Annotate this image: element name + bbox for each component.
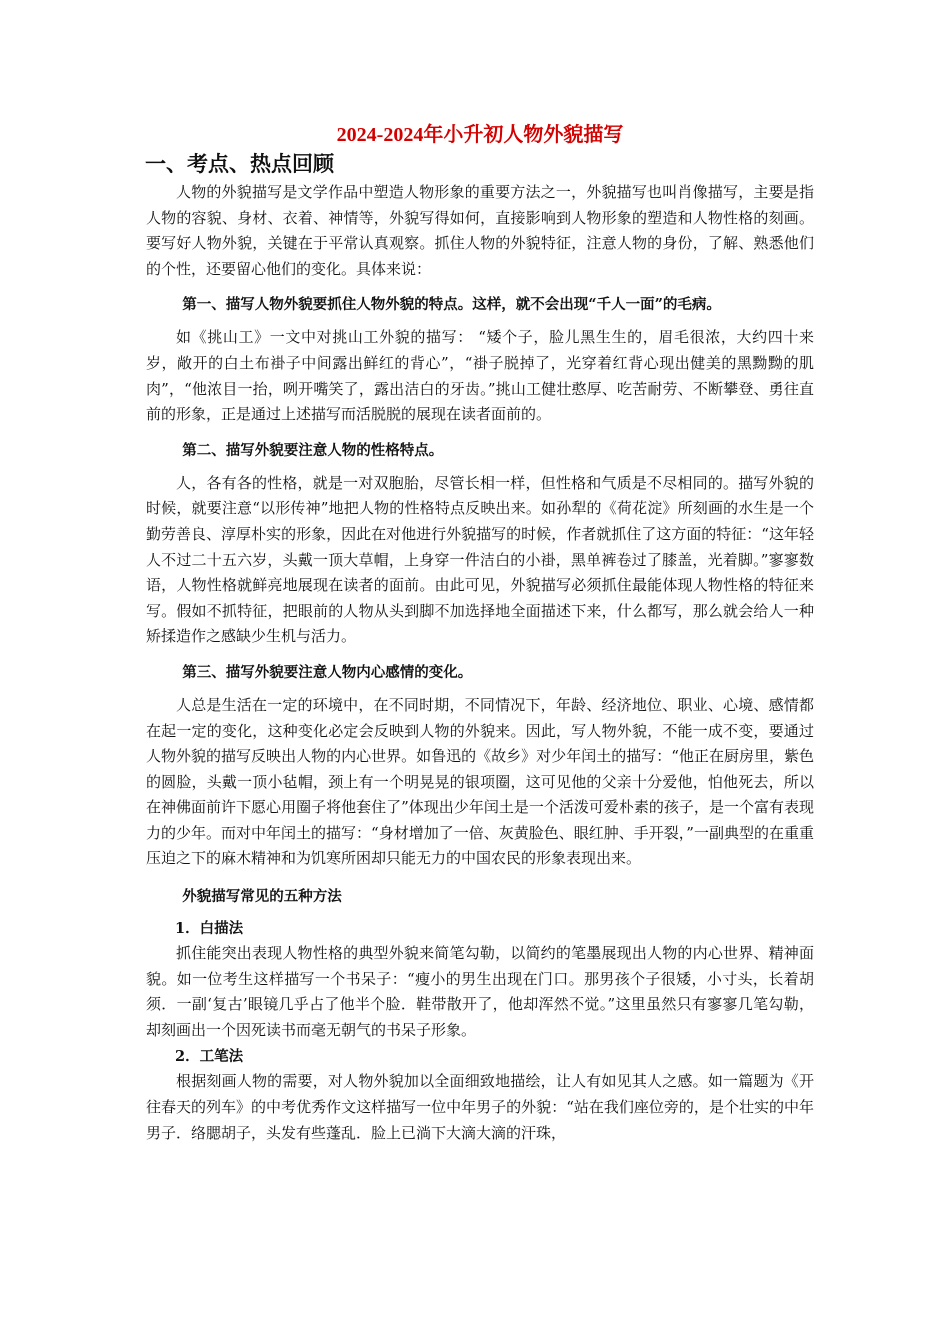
- document-title: 2024-2024年小升初人物外貌描写: [336, 124, 624, 146]
- point-1-body: 如《挑山工》一文中对挑山工外貌的描写： “矮个子，脸儿黑生生的，眉毛很浓，大约四十来岁，敞开的白土布褂子中间露出鲜红的背心”，“褂子脱掉了，光穿着红背心现出健美的黑黝黝的肌肉”，“他浓目一抬，咧开嘴笑了，露出洁白的牙齿。”挑山工健壮憨厚、吃苦耐劳、不断攀登、勇往直前的形象，正是通过上述描写而活脱脱的展现在读者面前的。: [146, 328, 814, 424]
- point-3-body: 人总是生活在一定的环境中，在不同时期，不同情况下，年龄、经济地位、职业、心境、感情都在起一定的变化，这种变化必定会反映到人物的外貌来。因此，写人物外貌，不能一成不变，要通过人物外貌的描写反映出人物的内心世界。如鲁迅的《故乡》对少年闰土的描写：“他正在厨房里，紫色的圆脸，头戴一顶小毡帽，颈上有一个明晃晃的银项圈，这可见他的父亲十分爱他，怕他死去，所以在神佛面前许下愿心用圈子将他套住了”体现出少年闰土是一个活泼可爱朴素的孩子，是一个富有表现力的少年。而对中年闰土的描写：“身材增加了一倍、灰黄脸色、眼红肿、手开裂，”一副典型的在重重压迫之下的麻木精神和为饥寒所困却只能无力的中国农民的形象表现出来。: [146, 695, 814, 868]
- intro-paragraph: 人物的外貌描写是文学作品中塑造人物形象的重要方法之一，外貌描写也叫肖像描写，主要是指人物的容貌、身材、衣着、神情等，外貌写得如何，直接影响到人物形象的塑造和人物性格的刻画。要写好人物外貌，关键在于平常认真观察。抓住人物的外貌特征，注意人物的身份，了解、熟悉他们的个性，还要留心他们的变化。具体来说：: [146, 183, 814, 278]
- method-2-title: 2．工笔法: [175, 1048, 244, 1066]
- point-1-heading: 第一、描写人物外貌要抓住人物外貌的特点。这样，就不会出现“千人一面”的毛病。: [182, 296, 721, 314]
- method-1-body: 抓住能突出表现人物性格的典型外貌来简笔勾勒，以简约的笔墨展现出人物的内心世界、精神面貌。如一位考生这样描写一个书呆子：“瘦小的男生出现在门口。那男孩个子很矮，小寸头，长着胡须．一副‘复古’眼镜几乎占了他半个脸．鞋带散开了，他却浑然不觉。”这里虽然只有寥寥几笔勾勒，却刻画出一个因死读书而毫无朝气的书呆子形象。: [146, 944, 814, 1039]
- point-3-heading: 第三、描写外貌要注意人物内心感情的变化。: [182, 663, 473, 681]
- method-2-body: 根据刻画人物的需要，对人物外貌加以全面细致地描绘，让人有如见其人之感。如一篇题为《开往春天的列车》的中考优秀作文这样描写一位中年男子的外貌：“站在我们座位旁的，是个壮实的中年男子．络腮胡子，头发有些蓬乱．脸上已淌下大滴大滴的汗珠，: [146, 1072, 814, 1142]
- document-content: [146, 120, 814, 1146]
- methods-heading: 外貌描写常见的五种方法: [182, 888, 342, 906]
- section-heading: 一、考点、热点回顾: [145, 151, 334, 176]
- method-1-title: 1．白描法: [175, 920, 244, 938]
- point-2-heading: 第二、描写外貌要注意人物的性格特点。: [182, 441, 444, 459]
- point-2-body: 人，各有各的性格，就是一对双胞胎，尽管长相一样，但性格和气质是不尽相同的。描写外貌的时候，就要注意“以形传神”地把人物的性格特点反映出来。如孙犁的《荷花淀》所刻画的水生是一个勤劳善良、淳厚朴实的形象，因此在对他进行外貌描写的时候，作者就抓住了这方面的特征：“这年轻人不过二十五六岁，头戴一顶大草帽，上身穿一件洁白的小褂，黑单裤卷过了膝盖，光着脚。”寥寥数语，人物性格就鲜亮地展现在读者的面前。由此可见，外貌描写必须抓住最能体现人物性格的特征来写。假如不抓特征，把眼前的人物从头到脚不加选择地全面描述下来，什么都写，那么就会给人一种矫揉造作之感缺少生机与活力。: [146, 473, 814, 646]
